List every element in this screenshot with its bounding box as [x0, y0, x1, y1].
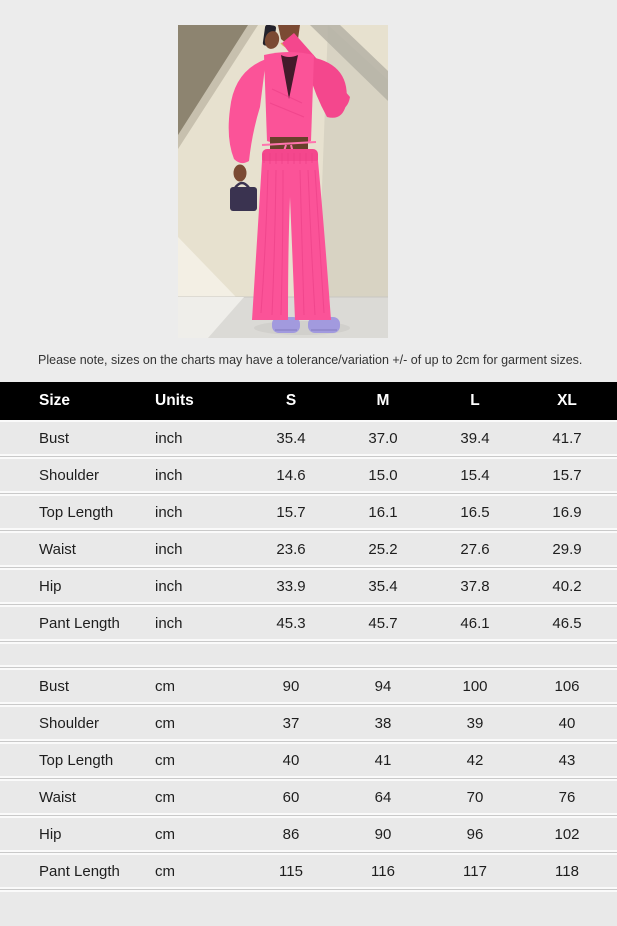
value-cell: 115: [279, 862, 303, 880]
measurement-label: Pant Length: [39, 862, 120, 880]
measurement-label: Top Length: [39, 503, 114, 521]
value-cell: 39.4: [460, 429, 490, 447]
value-cell: 96: [466, 825, 484, 843]
measurement-label: Bust: [39, 429, 70, 447]
table-row: [0, 742, 617, 779]
value-cell: 16.9: [552, 503, 582, 521]
value-cell: 41: [374, 751, 392, 769]
column-header: L: [470, 392, 480, 409]
column-header: Size: [39, 392, 71, 409]
unit-cell: cm: [155, 677, 175, 695]
value-cell: 16.1: [368, 503, 398, 521]
value-cell: 42: [466, 751, 484, 769]
value-cell: 35.4: [276, 429, 306, 447]
value-cell: 15.0: [368, 466, 398, 484]
measurement-label: Hip: [39, 825, 62, 843]
value-cell: 94: [374, 677, 392, 695]
table-row: [0, 531, 617, 568]
value-cell: 37.8: [460, 577, 490, 595]
section-spacer-row: [0, 642, 617, 668]
value-cell: 15.7: [552, 466, 582, 484]
column-header: XL: [557, 392, 577, 409]
value-cell: 35.4: [368, 577, 398, 595]
table-row: [0, 668, 617, 705]
measurement-label: Pant Length: [39, 614, 120, 632]
column-header: Units: [155, 392, 194, 409]
value-cell: 40: [558, 714, 576, 732]
product-photo[interactable]: [178, 25, 388, 338]
column-header: M: [376, 392, 390, 409]
value-cell: 100: [462, 677, 488, 695]
value-cell: 16.5: [460, 503, 490, 521]
table-row: [0, 494, 617, 531]
value-cell: 90: [374, 825, 392, 843]
value-cell: 41.7: [552, 429, 582, 447]
tolerance-note: Please note, sizes on the charts may have a tolerance/variation +/- of up to 2cm for garment sizes.: [38, 353, 583, 367]
value-cell: 76: [558, 788, 576, 806]
value-cell: 15.4: [460, 466, 490, 484]
unit-cell: cm: [155, 825, 175, 843]
model-hand: [234, 165, 247, 182]
table-row: [0, 705, 617, 742]
value-cell: 46.1: [460, 614, 490, 632]
value-cell: 86: [282, 825, 300, 843]
table-body: [0, 420, 617, 890]
unit-cell: cm: [155, 714, 175, 732]
unit-cell: cm: [155, 862, 175, 880]
product-photo-illustration: [178, 25, 388, 338]
value-cell: 45.7: [368, 614, 398, 632]
measurement-label: Hip: [39, 577, 62, 595]
value-cell: 38: [374, 714, 392, 732]
unit-cell: cm: [155, 788, 175, 806]
value-cell: 39: [466, 714, 484, 732]
unit-cell: cm: [155, 751, 175, 769]
value-cell: 14.6: [276, 466, 306, 484]
table-row: [0, 853, 617, 890]
value-cell: 27.6: [460, 540, 490, 558]
value-cell: 106: [554, 677, 580, 695]
value-cell: 23.6: [276, 540, 306, 558]
measurement-label: Shoulder: [39, 714, 100, 732]
value-cell: 15.7: [276, 503, 306, 521]
table-row: [0, 420, 617, 457]
value-cell: 90: [282, 677, 300, 695]
mini-handbag: [230, 187, 257, 211]
measurement-label: Bust: [39, 677, 70, 695]
value-cell: 40.2: [552, 577, 582, 595]
table-row: [0, 457, 617, 494]
table-footer-filler: [0, 890, 617, 926]
value-cell: 40: [282, 751, 300, 769]
value-cell: 116: [371, 862, 395, 880]
measurement-label: Top Length: [39, 751, 114, 769]
value-cell: 102: [554, 825, 580, 843]
unit-cell: inch: [155, 503, 183, 521]
value-cell: 43: [558, 751, 576, 769]
value-cell: 46.5: [552, 614, 582, 632]
size-chart-table: [0, 382, 617, 926]
value-cell: 45.3: [276, 614, 306, 632]
measurement-label: Waist: [39, 540, 76, 558]
measurement-label: Waist: [39, 788, 76, 806]
column-header: S: [285, 392, 297, 409]
unit-cell: inch: [155, 540, 183, 558]
table-header-row: [0, 382, 617, 420]
table-row: [0, 816, 617, 853]
value-cell: 117: [463, 862, 487, 880]
value-cell: 70: [466, 788, 484, 806]
value-cell: 64: [374, 788, 392, 806]
unit-cell: inch: [155, 466, 183, 484]
value-cell: 60: [282, 788, 300, 806]
table-row: [0, 605, 617, 642]
value-cell: 33.9: [276, 577, 306, 595]
table-row: [0, 779, 617, 816]
value-cell: 118: [555, 862, 579, 880]
unit-cell: inch: [155, 577, 183, 595]
table-row: [0, 568, 617, 605]
measurement-label: Shoulder: [39, 466, 100, 484]
value-cell: 37: [282, 714, 300, 732]
value-cell: 37.0: [368, 429, 398, 447]
unit-cell: inch: [155, 429, 183, 447]
value-cell: 29.9: [552, 540, 582, 558]
unit-cell: inch: [155, 614, 183, 632]
value-cell: 25.2: [368, 540, 398, 558]
